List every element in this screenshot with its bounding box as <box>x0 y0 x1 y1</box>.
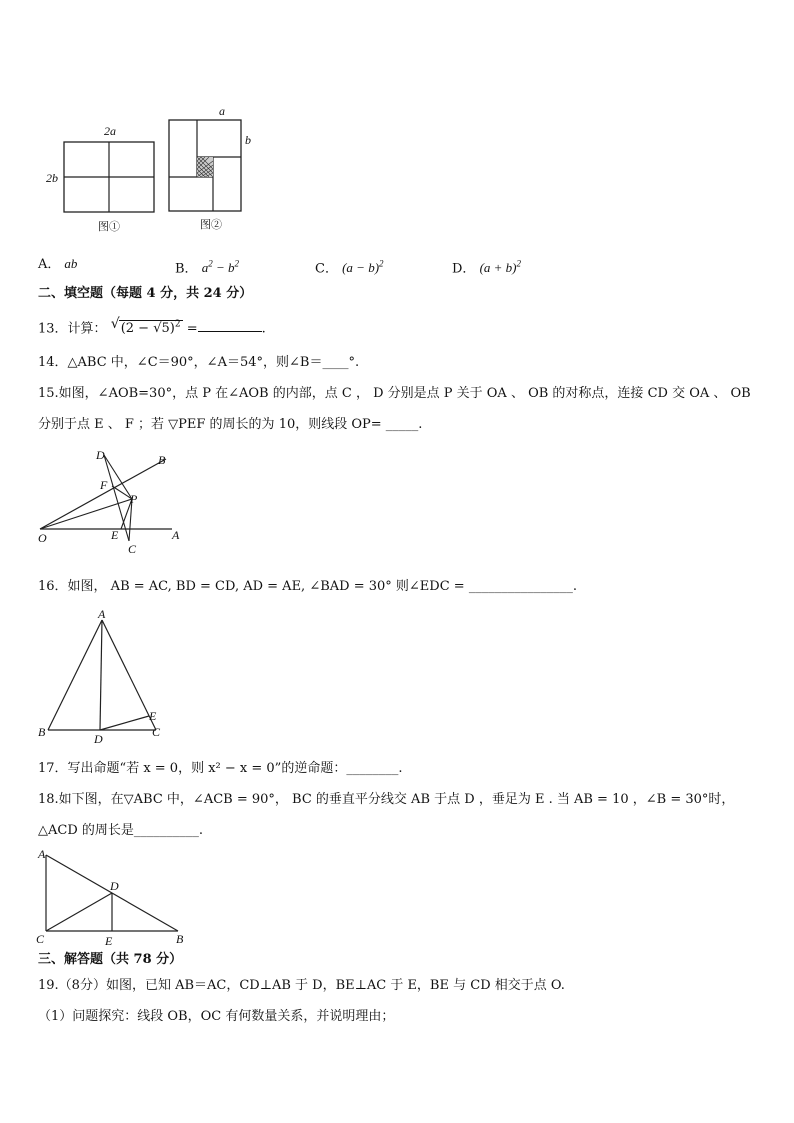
q16-label-d: D <box>94 732 103 746</box>
q18-label-a: A <box>38 847 46 861</box>
q15-label-e: E <box>111 528 119 542</box>
q16-label-c: C <box>152 725 161 739</box>
fig2-top-label: a <box>219 104 225 118</box>
option-b-label: B． <box>175 261 198 277</box>
option-c-expr: $(a - b)^2$ <box>342 259 384 276</box>
q13-end: . <box>261 321 266 337</box>
fig1-top-label: 2a <box>104 124 116 138</box>
q15-line2: 分别于点 E 、 F ；若 ▽PEF 的周长的为 10，则线段 OP= _____. <box>38 417 423 432</box>
q15-label-o: O <box>38 531 47 545</box>
q18-figure <box>32 845 202 950</box>
q16: 16．如图， AB = AC, BD = CD, AD = AE, ∠BAD = 30° 则∠EDC = ________________. <box>38 579 577 594</box>
q13 <box>38 316 266 338</box>
q15-label-c: C <box>128 542 137 556</box>
option-a-label: A． <box>38 257 61 272</box>
q16-label-e: E <box>149 709 157 723</box>
fig1-side-label: 2b <box>46 171 58 185</box>
q18-label-d: D <box>110 879 119 893</box>
q15-label-p: P <box>130 492 138 506</box>
q18-line1: 18.如下图，在▽ABC 中，∠ACB = 90°， BC 的垂直平分线交 AB 于点 D ，垂足为 E . 当 AB = 10 ，∠B = 30°时， <box>38 792 735 807</box>
option-d-expr: $(a + b)^2$ <box>479 259 522 276</box>
q13-eq: = <box>186 321 198 337</box>
q12-options <box>38 255 598 275</box>
q16-label-a: A <box>98 607 106 621</box>
q16-label-b: B <box>38 725 46 739</box>
option-d-label: D． <box>452 261 476 277</box>
q17: 17．写出命题“若 x = 0，则 x² − x = 0”的逆命题：________. <box>38 761 403 776</box>
section3-title: 三、解答题（共 78 分） <box>38 952 183 967</box>
q18-line2: △ACD 的周长是__________. <box>38 823 204 838</box>
fig1-caption: 图① <box>98 221 120 233</box>
q13-prefix: 13．计算： <box>38 321 107 337</box>
option-c-label: C． <box>315 261 338 277</box>
q16-figure <box>32 606 172 746</box>
q12-figures <box>40 100 270 235</box>
q15-label-f: F <box>100 478 108 492</box>
q15-label-d: D <box>96 448 105 462</box>
q19-line1: 19.（8分）如图，已知 AB＝AC，CD⊥AB 于 D，BE⊥AC 于 E，BE 与 CD 相交于点 O. <box>38 978 565 993</box>
section2-title: 二、填空题（每题 4 分，共 24 分） <box>38 286 253 301</box>
option-b-expr: $a^2 - b^2$ <box>201 259 239 276</box>
option-a-expr: ab <box>64 256 78 271</box>
q18-label-c: C <box>36 932 45 946</box>
q18-label-e: E <box>105 934 113 948</box>
q19-line2: （1）问题探究：线段 OB，OC 有何数量关系，并说明理由； <box>38 1009 395 1024</box>
fig2-caption: 图② <box>200 219 222 231</box>
q15-line1: 15.如图，∠AOB=30°，点 P 在∠AOB 的内部，点 C ， D 分别是点 P 关于 OA 、 OB 的对称点，连接 CD 交 OA 、 OB <box>38 386 751 401</box>
q13-radical: √ $(2 - √5)^2$ <box>110 316 181 337</box>
fig2-side-label: b <box>245 133 251 147</box>
q15-label-b: B <box>158 453 166 467</box>
q15-label-a: A <box>172 528 180 542</box>
q18-label-b: B <box>176 932 184 946</box>
q14: 14．△ABC 中，∠C＝90°，∠A＝54°，则∠B＝____°. <box>38 355 360 370</box>
q15-figure <box>32 445 192 557</box>
